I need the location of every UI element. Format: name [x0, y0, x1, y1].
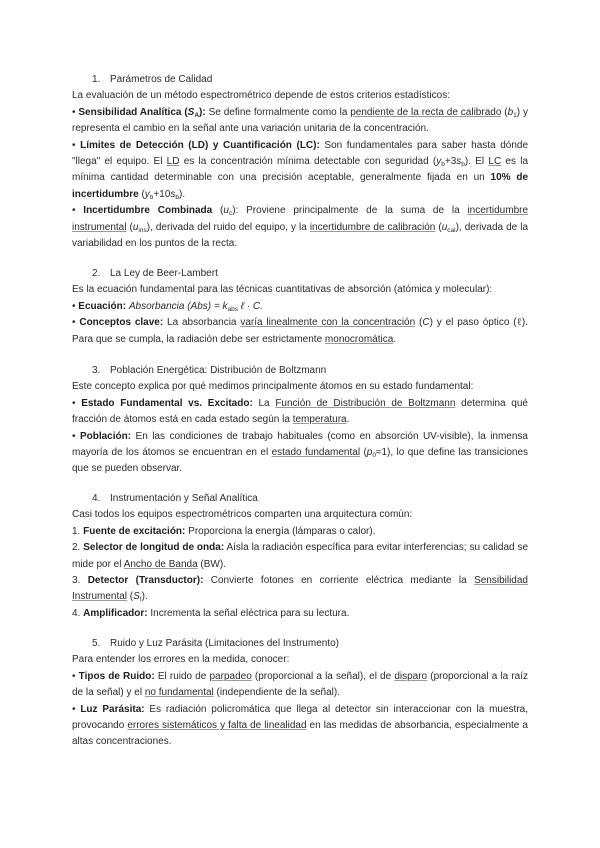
section-intro: Para entender los errores en la medida, conocer: — [72, 654, 290, 666]
bullet-limits: • Límites de Detección (LD) y Cuantificación (LC): Son fundamentales para saber hasta dónde "llega" el equipo. El LD es la concentración mínima detectable con seguridad $(y_b+3s_b)$. El LC es la mínima cantidad determinable con una precisión aceptable, generalmente fijada en un 10% de incertidumbre $(y_b+10s_b)$. — [72, 139, 529, 201]
list-item-selector: 2. Selector de longitud de onda: Aísla la radiación específica para evitar interferencias; su calidad se mide por el Ancho de Banda (BW). — [72, 542, 529, 570]
section-intro: Es la ecuación fundamental para las técnicas cuantitativas de absorción (atómica y molecular): — [72, 284, 493, 296]
list-item-detector: 3. Detector (Transductor): Convierte fotones en corriente eléctrica mediante la Sensibilidad Instrumental $(S_I)$. — [72, 575, 528, 604]
bullet-noise-types: • Tipos de Ruido: El ruido de parpadeo (proporcional a la señal), el de disparo (proporcional a la raíz de la señal) y el no fundamental (independiente de la señal). — [72, 670, 529, 699]
section-heading: 1. Parámetros de Calidad — [92, 74, 213, 85]
section-instrumentation — [72, 491, 528, 622]
bullet-population: • Población: En las condiciones de trabajo habituales (como en absorción UV-visible), la inmensa mayoría de los átomos se encuentran en el estado fundamental $(p_0\approx 1)$, lo que define las transiciones que se pueden observar. — [72, 430, 529, 475]
section-noise — [72, 636, 528, 751]
section-quality-parameters — [72, 72, 528, 252]
bullet-key-concepts: • Conceptos clave: La absorbancia varía linealmente con la concentración (C) y el paso óptico (ℓ). Para que se cumpla, la radiación debe ser estrictamente monocromática. — [72, 317, 529, 345]
bullet-stray-light: • Luz Parásita: Es radiación policromática que llega al detector sin interaccionar con la muestra, provocando errores sistemáticos y falta de linealidad en las medidas de absorbancia, especialmente a altas concentraciones. — [72, 703, 529, 748]
bullet-ground-state: • Estado Fundamental vs. Excitado: La Función de Distribución de Boltzmann determina qué fracción de átomos está en cada estado según la temperatura. — [72, 397, 528, 426]
list-item-source: 1. Fuente de excitación: Proporciona la energía (lámparas o calor). — [72, 525, 376, 537]
bullet-sensitivity: • Sensibilidad Analítica $(S_A)$: Se define formalmente como la pendiente de la recta de calibrado $(b_1)$ y representa el cambio en la señal ante una variación unitaria de la concentración. — [72, 106, 528, 135]
section-beer-lambert — [72, 266, 528, 348]
list-item-amplifier: 4. Amplificador: Incrementa la señal eléctrica para su lectura. — [72, 607, 350, 619]
section-heading: 2. La Ley de Beer-Lambert — [92, 268, 218, 279]
bullet-uncertainty: • Incertidumbre Combinada $(u_c)$: Proviene principalmente de la suma de la incertidumbre instrumental $(u_{ins})$, derivada del ruido del equipo, y la incertidumbre de calibración $(u_{cal})$, derivada de la variabilidad en los puntos de la recta. — [72, 205, 529, 250]
section-intro: La evaluación de un método espectrométrico depende de estos criterios estadísticos: — [72, 90, 450, 102]
section-heading: 5. Ruido y Luz Parásita (Limitaciones del Instrumento) — [92, 638, 339, 649]
section-boltzmann — [72, 363, 528, 478]
section-intro: Casi todos los equipos espectrométricos comparten una arquitectura común: — [72, 509, 413, 521]
section-intro: Este concepto explica por qué medimos principalmente átomos en su estado fundamental: — [72, 381, 474, 393]
section-heading: 4. Instrumentación y Señal Analítica — [92, 493, 258, 504]
section-heading: 3. Población Energética: Distribución de Boltzmann — [92, 365, 327, 376]
bullet-equation: • Ecuación: Absorbancia $(Abs) = k_{abs}$ ℓ · C. — [72, 300, 263, 313]
